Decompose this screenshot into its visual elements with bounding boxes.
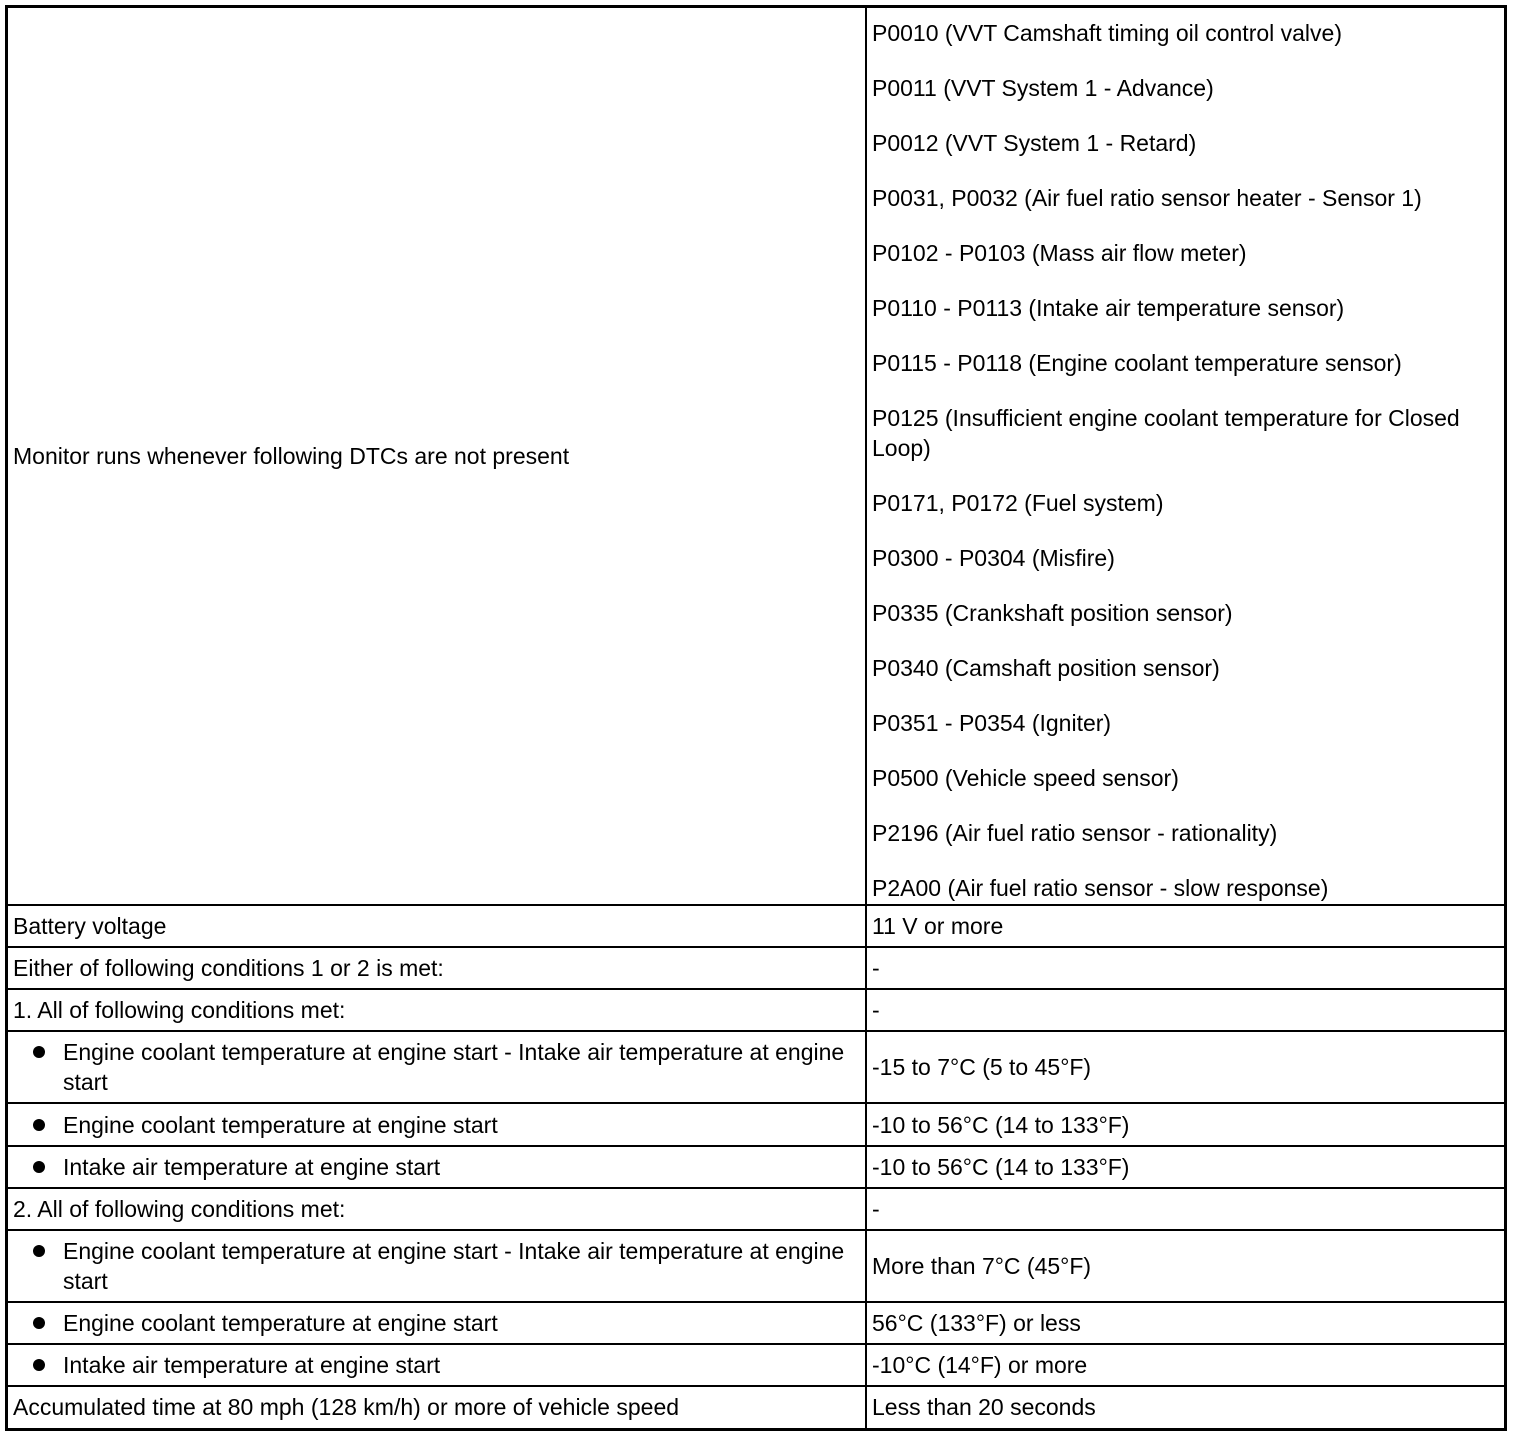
table-row [8, 1031, 1504, 1103]
condition-cell [8, 1230, 866, 1302]
conditions-table [8, 8, 1504, 1428]
condition-value: - [866, 947, 1504, 989]
dtc-item: P0102 - P0103 (Mass air flow meter) [872, 240, 1247, 266]
dtc-item: P0340 (Camshaft position sensor) [872, 655, 1220, 681]
condition-value: -10 to 56°C (14 to 133°F) [866, 1146, 1504, 1188]
dtc-item: P0300 - P0304 (Misfire) [872, 545, 1115, 571]
condition-label: Engine coolant temperature at engine start - Intake air temperature at engine start [63, 1039, 845, 1096]
dtc-item: P2196 (Air fuel ratio sensor - rationality) [872, 820, 1278, 846]
condition-label: 2. All of following conditions met: [8, 1188, 866, 1230]
condition-label: Intake air temperature at engine start [63, 1153, 441, 1180]
condition-label: Engine coolant temperature at engine start - Intake air temperature at engine start [63, 1237, 845, 1294]
dtc-item: P0115 - P0118 (Engine coolant temperature sensor) [872, 350, 1402, 376]
condition-label: Engine coolant temperature at engine start [63, 1111, 498, 1138]
dtc-item: P0110 - P0113 (Intake air temperature sensor) [872, 295, 1345, 321]
condition-value: -10 to 56°C (14 to 133°F) [866, 1103, 1504, 1145]
condition-label: Either of following conditions 1 or 2 is met: [8, 947, 866, 989]
table-row [8, 1386, 1504, 1428]
condition-label: 1. All of following conditions met: [8, 989, 866, 1031]
conditions-table-frame [5, 5, 1507, 1431]
condition-value: 56°C (133°F) or less [866, 1302, 1504, 1344]
condition-label: Monitor runs whenever following DTCs are not present [8, 8, 866, 905]
condition-value: 11 V or more [866, 905, 1504, 947]
table-row [8, 1146, 1504, 1188]
table-row [8, 947, 1504, 989]
dtc-item: P0012 (VVT System 1 - Retard) [872, 130, 1197, 156]
table-row [8, 905, 1504, 947]
bullet-icon [33, 1119, 45, 1131]
condition-value: - [866, 989, 1504, 1031]
condition-value: -10°C (14°F) or more [866, 1344, 1504, 1386]
table-row [8, 1188, 1504, 1230]
dtc-item: P0011 (VVT System 1 - Advance) [872, 75, 1214, 101]
condition-value: -15 to 7°C (5 to 45°F) [866, 1031, 1504, 1103]
condition-cell [8, 1146, 866, 1188]
condition-value: - [866, 1188, 1504, 1230]
dtc-item: P0125 (Insufficient engine coolant temperature for Closed Loop) [872, 405, 1460, 461]
bullet-icon [33, 1359, 45, 1371]
dtc-list [866, 8, 1504, 905]
table-row [8, 1230, 1504, 1302]
condition-label: Intake air temperature at engine start [63, 1351, 441, 1378]
condition-label: Engine coolant temperature at engine start [63, 1309, 498, 1336]
table-row [8, 1344, 1504, 1386]
bullet-icon [33, 1161, 45, 1173]
condition-label: Battery voltage [8, 905, 866, 947]
dtc-item: P0351 - P0354 (Igniter) [872, 710, 1112, 736]
bullet-icon [33, 1317, 45, 1329]
table-row [8, 989, 1504, 1031]
dtc-item: P0171, P0172 (Fuel system) [872, 490, 1164, 516]
condition-cell [8, 1302, 866, 1344]
dtc-item: P0500 (Vehicle speed sensor) [872, 765, 1179, 791]
bullet-icon [33, 1046, 45, 1058]
dtc-item: P2A00 (Air fuel ratio sensor - slow response) [872, 875, 1329, 901]
condition-label: Accumulated time at 80 mph (128 km/h) or more of vehicle speed [8, 1386, 866, 1428]
condition-cell [8, 1344, 866, 1386]
table-row [8, 8, 1504, 905]
dtc-item: P0031, P0032 (Air fuel ratio sensor heater - Sensor 1) [872, 185, 1422, 211]
bullet-icon [33, 1245, 45, 1257]
condition-value: More than 7°C (45°F) [866, 1230, 1504, 1302]
table-row [8, 1302, 1504, 1344]
condition-value: Less than 20 seconds [866, 1386, 1504, 1428]
condition-cell [8, 1103, 866, 1145]
dtc-item: P0335 (Crankshaft position sensor) [872, 600, 1233, 626]
dtc-item: P0010 (VVT Camshaft timing oil control valve) [872, 20, 1342, 46]
table-row [8, 1103, 1504, 1145]
condition-cell [8, 1031, 866, 1103]
